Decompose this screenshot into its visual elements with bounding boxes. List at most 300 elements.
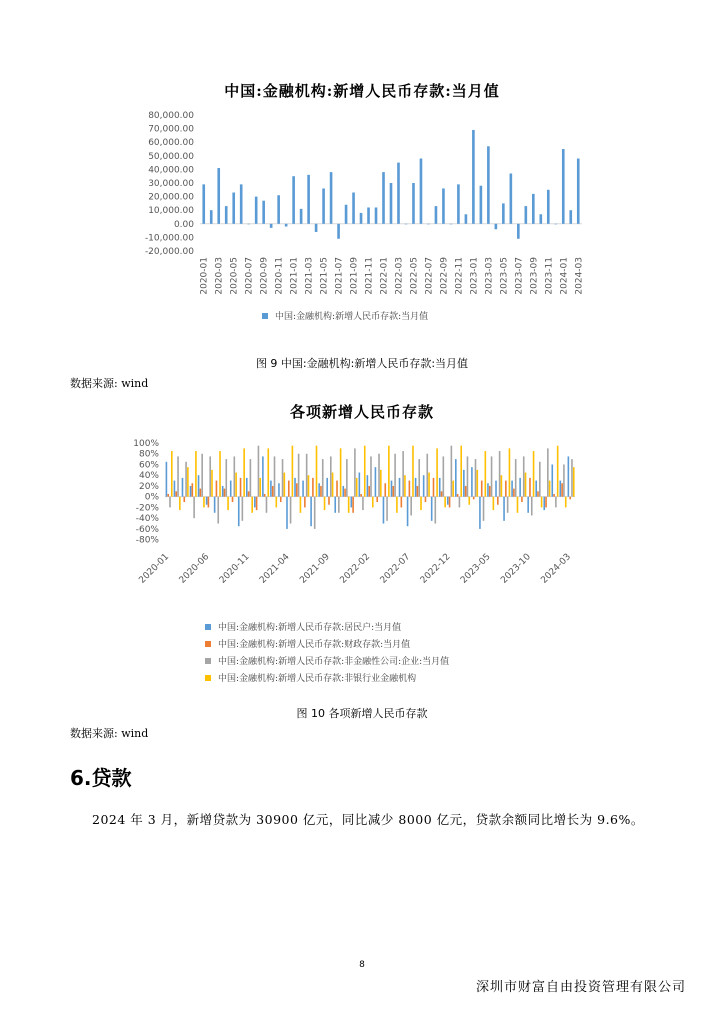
chart2-bar [362,497,364,510]
chart1-legend-label: 中国:金融机构:新增人民币存款:当月值 [275,312,429,322]
chart2-bar [240,478,242,497]
chart2-bar [225,459,227,497]
chart2-bar [571,459,573,497]
chart2-bar [346,459,348,497]
chart2-bar [386,497,388,521]
chart2-bar [441,491,443,496]
chart2-bar [525,473,527,497]
chart2-bar [267,448,269,496]
chart1-x-tick-label: 2024-01 [559,257,570,295]
chart2-bar [222,486,224,497]
chart2-bar [334,497,336,513]
chart1-x-tick-label: 2021-09 [349,257,360,295]
chart2-bar [216,481,218,497]
chart1-x-tick-label: 2021-05 [319,257,330,295]
chart2-bar [356,478,358,497]
chart1-legend [262,309,428,322]
chart2-bar [491,456,493,496]
chart2-bar [310,497,312,527]
chart2-bar [312,478,314,497]
chart1-x-tick-label: 2023-01 [469,257,480,295]
chart2-bar [360,494,362,497]
chart1-bar [300,209,303,224]
chart2-bar [535,481,537,497]
chart2-y-tick-label: 60% [138,460,159,471]
chart2-legend-label: 中国:金融机构:新增人民币存款:居民户:当月值 [218,623,402,633]
chart1-bar [442,188,445,223]
chart2-bar [425,497,427,502]
chart2-x-tick-label: 2021-09 [298,552,332,586]
chart2-bar [412,446,414,497]
chart1-bar [262,201,265,224]
chart1-x-tick-label: 2021-01 [289,257,300,295]
chart2-x-tick-label: 2023-10 [499,552,533,586]
chart2-bar [501,475,503,496]
chart2-bar [569,497,571,500]
figure-10-caption: 图 10 各项新增人民币存款 [296,707,428,720]
chart2-bar [517,497,519,513]
chart2-bar [433,478,435,497]
chart2-bar [302,481,304,497]
chart2-bar [471,467,473,497]
chart1-y-tick-label: 80,000.00 [148,111,194,121]
chart2-legend-item [205,620,401,633]
chart1-bar [502,203,505,223]
chart2-bar [354,448,356,496]
chart1-bar [390,183,393,224]
chart1-bar [554,224,557,225]
chart2-bar [306,454,308,497]
chart1-bar [577,159,580,224]
chart2-x-tick-label: 2024-03 [539,552,574,586]
chart2-bar [314,497,316,529]
chart1-bar [225,206,228,224]
chart2-bar [513,489,515,497]
chart2-x-tick-label: 2022-12 [418,552,453,586]
chart2-bar [274,456,276,496]
chart2-bar [449,497,451,508]
chart2-bar [352,497,354,513]
chart2-bar [401,497,403,508]
chart1-y-tick-label: 30,000.00 [148,179,194,189]
chart2-bar [376,497,378,502]
chart1-x-tick-label: 2020-09 [259,257,270,295]
chart2-bar [479,497,481,529]
chart2-bar [344,489,346,497]
chart1-bar [210,210,213,224]
chart1-y-tick-label: 10,000.00 [148,206,194,217]
chart1-y-tick-label: 0.00 [173,219,194,230]
chart1-bar [472,130,475,224]
chart1-bar [202,184,205,223]
chart2-bar [243,448,245,496]
chart2-bar [537,491,539,496]
chart2-bar [473,497,475,500]
chart2-bar [318,483,320,496]
chart2-bar [258,446,260,497]
chart2-bar [206,497,208,505]
chart1-x-tick-label: 2022-05 [409,257,420,295]
source-note-2: 数据来源: wind [70,727,149,740]
chart2-bar [527,497,529,513]
chart2-bar [465,486,467,497]
chart1-bar [322,188,325,223]
chart2-bar [368,486,370,497]
chart2-bar [254,497,256,508]
chart2-x-tick-label: 2020-11 [217,552,252,586]
chart2-bar [509,448,511,496]
chart1-x-tick-label: 2024-03 [574,257,585,295]
chart1-plot [0,105,724,305]
chart2-bar [169,497,171,508]
chart2-bar [533,451,535,497]
company-footer: 深圳市财富自由投资管理有限公司 [475,980,686,995]
chart1-y-tick-label: 70,000.00 [148,124,194,135]
chart1-x-tick-label: 2020-05 [229,257,240,295]
chart2-bar [415,478,417,497]
chart2-bar [262,456,264,496]
chart2-y-tick-label: -80% [135,535,159,546]
chart2-bar [557,446,559,497]
chart2-bar [211,470,213,497]
chart2-bar [561,483,563,496]
chart2-bar [467,456,469,496]
chart2-bar [270,481,272,497]
chart2-bar [230,481,232,497]
chart1-bar [255,197,258,224]
chart2-bar [288,481,290,497]
chart2-bar [378,454,380,497]
chart2-y-tick-label: 20% [138,481,159,492]
chart2-bar [423,475,425,496]
legend-swatch [262,313,268,319]
chart2-bar [539,462,541,497]
chart1-bar [517,224,520,239]
chart2-bar [192,483,194,496]
chart1-bar [427,224,430,225]
chart2-bar [495,481,497,497]
chart1-bar [487,146,490,224]
chart2-bar [455,459,457,497]
chart2-bar [489,486,491,497]
chart2-bar [372,497,374,508]
chart1-bar [307,175,310,224]
chart2-bar [359,473,361,497]
chart2-bar [549,481,551,497]
chart2-bar [439,478,441,497]
chart1-bar [352,193,355,224]
chart2-bar [238,497,240,527]
chart2-bar [417,486,419,497]
chart2-bar [565,497,567,508]
chart1-bar [562,149,565,224]
chart2-legend-label: 中国:金融机构:新增人民币存款:非金融性公司:企业:当月值 [218,657,450,667]
chart2-bar [250,459,252,497]
body-paragraph: 2024 年 3 月，新增贷款为 30900 亿元，同比减少 8000 亿元，贷款余额同比增长为 9.6%。 [92,812,644,827]
chart2-bar [443,456,445,496]
chart2-legend-item [205,654,449,667]
chart2-bar [326,478,328,497]
chart2-bar [234,456,236,496]
chart2-y-tick-label: 0% [144,492,159,503]
chart2-bar [316,446,318,497]
chart2-legend-item [205,637,410,650]
chart2-bar [418,459,420,497]
chart1-x-tick-label: 2020-01 [199,257,210,295]
chart2-y-tick-label: 100% [133,439,159,449]
chart1-bar [495,224,498,229]
chart2-bar [292,446,294,497]
chart2-plot [0,432,724,602]
chart2-bar [459,497,461,508]
chart1-x-tick-label: 2020-07 [244,257,255,295]
chart2-bar [278,483,280,496]
chart1-bar [247,224,250,225]
chart2-bar [235,473,237,497]
chart2-bar [195,451,197,497]
chart2-bar [182,478,184,497]
chart1-bar [465,214,468,224]
chart2-bar [264,494,266,497]
chart1-x-tick-label: 2021-07 [334,257,345,295]
chart1-x-tick-label: 2022-09 [439,257,450,295]
chart2-bar [394,454,396,497]
chart2-bar [551,464,553,496]
chart2-bar [399,478,401,497]
chart1-x-tick-label: 2022-07 [424,257,435,295]
chart1-bar [277,195,280,224]
chart2-bar [468,497,470,505]
chart2-bar [183,497,185,502]
chart2-bar [505,481,507,497]
chart2-bar [187,467,189,497]
chart2-bar [521,497,523,502]
chart2-y-tick-label: -60% [135,524,159,535]
chart1-title: 中国:金融机构:新增人民币存款:当月值 [224,82,500,100]
chart1-bar [525,206,528,224]
chart2-bar [296,483,298,496]
chart2-x-tick-label: 2023-05 [459,552,493,586]
chart2-bar [227,497,229,510]
chart2-bar [426,454,428,497]
chart2-bar [497,497,499,505]
chart2-bar [431,497,433,521]
chart1-bar [435,206,438,224]
chart1-x-tick-label: 2021-03 [304,257,315,295]
chart2-bar [282,459,284,497]
chart1-bar [345,205,348,224]
chart2-x-tick-label: 2022-02 [338,552,373,586]
chart2-bar [284,473,286,497]
chart1-x-tick-label: 2022-11 [454,257,465,295]
chart1-bar [397,163,400,224]
chart2-bar [493,497,495,510]
chart2-bar [483,497,485,521]
chart2-x-tick-label: 2020-01 [137,552,172,586]
chart1-bar [375,207,378,223]
chart2-bar [248,491,250,496]
chart2-bar [383,497,385,524]
chart1-bar [547,190,550,224]
chart2-bar [541,497,543,508]
chart2-x-tick-label: 2020-06 [177,552,212,586]
legend-swatch [205,641,211,647]
chart2-bar [451,446,453,497]
chart2-bar [370,456,372,496]
chart2-bar [503,497,505,521]
chart2-bar [515,459,517,497]
source-note-1: 数据来源: wind [70,377,149,390]
chart2-bar [519,478,521,497]
chart2-bar [251,497,253,513]
chart1-bar [217,168,220,224]
chart2-bar [298,454,300,497]
chart1-x-tick-label: 2022-03 [394,257,405,295]
chart1-y-tick-label: 60,000.00 [148,138,194,149]
chart2-bar [286,497,288,529]
chart2-bar [324,497,326,510]
chart2-bar [219,451,221,497]
chart2-bar [364,446,366,497]
chart1-y-tick-label: -20,000.00 [144,247,194,257]
chart2-bar [553,494,555,497]
section-heading: 6.贷款 [70,766,132,790]
chart1-bar [457,184,460,223]
chart2-bar [410,497,412,516]
chart1-bar [232,193,235,224]
chart2-bar [259,478,261,497]
chart2-bar [434,497,436,524]
chart1-x-tick-label: 2021-11 [364,257,375,295]
chart2-bar [475,459,477,497]
chart2-bar [367,475,369,496]
chart2-bar [507,497,509,513]
chart2-bar [485,451,487,497]
chart1-bar [532,194,535,224]
chart2-bar [543,497,545,510]
chart2-bar [322,459,324,497]
chart2-bar [336,481,338,497]
chart2-bar [177,456,179,496]
chart2-bar [392,486,394,497]
chart2-y-tick-label: 40% [138,471,159,482]
chart2-bar [568,456,570,496]
chart2-bar [463,470,465,497]
chart2-bar [545,497,547,508]
chart1-x-tick-label: 2023-09 [529,257,540,295]
chart2-bar [167,494,169,497]
chart2-bar [330,456,332,496]
legend-swatch [205,675,211,681]
chart2-bar [290,497,292,524]
chart2-bar [266,497,268,513]
chart2-bar [348,497,350,513]
chart2-bar [320,486,322,497]
chart2-legend-item [205,671,416,684]
chart2-bar [209,456,211,496]
chart1-bar [292,176,295,224]
chart2-bar [171,451,173,497]
chart1-bar [285,224,288,227]
chart2-bar [560,481,562,497]
chart2-bar [174,481,176,497]
chart1-bar [450,224,453,225]
chart2-bar [529,478,531,497]
chart1-bar [405,224,408,225]
chart2-x-tick-label: 2021-04 [258,552,292,586]
chart1-bar [240,184,243,223]
page-number: 8 [359,960,365,970]
chart2-bar [256,497,258,510]
chart2-bar [185,462,187,497]
chart2-bar [242,497,244,521]
chart2-bar [384,483,386,496]
chart2-legend-label: 中国:金融机构:新增人民币存款:非银行业金融机构 [218,674,417,684]
chart1-x-tick-label: 2023-05 [499,256,510,295]
chart1-bar [412,183,415,224]
chart2-bar [190,486,192,497]
legend-swatch [205,658,211,664]
chart1-bar [480,186,483,224]
chart2-bar [531,497,533,516]
chart2-bar [217,497,219,524]
chart2-bar [166,462,168,497]
chart1-x-tick-label: 2022-01 [379,257,390,295]
chart2-bar [391,481,393,497]
chart1-x-tick-label: 2023-11 [544,257,555,295]
chart1-bar [315,224,318,232]
chart2-bar [375,467,377,497]
chart2-bar [276,497,278,508]
chart2-bar [380,470,382,497]
chart1-x-tick-label: 2020-11 [274,257,285,295]
chart2-bar [404,475,406,496]
chart2-title: 各项新增人民币存款 [289,403,434,421]
chart1-bar [420,159,423,224]
chart2-bar [332,473,334,497]
chart1-y-tick-label: 50,000.00 [148,151,194,162]
chart2-bar [487,483,489,496]
chart1-bar [382,172,385,224]
chart2-y-tick-label: -20% [135,503,159,514]
chart2-bar [476,470,478,497]
chart2-y-tick-label: 80% [138,449,159,460]
chart2-bar [193,497,195,518]
chart1-x-tick-label: 2020-03 [214,257,225,295]
chart2-bar [420,497,422,510]
figure-9-caption: 图 9 中国:金融机构:新增人民币存款:当月值 [255,357,469,370]
chart2-bar [409,481,411,497]
chart2-bar [444,497,446,508]
chart2-bar [460,446,462,497]
chart2-bar [340,448,342,496]
chart1-x-tick-label: 2023-07 [514,257,525,295]
chart2-bar [294,478,296,497]
chart2-bar [272,486,274,497]
legend-swatch [205,624,211,630]
chart2-bar [203,497,205,508]
chart2-bar [304,497,306,508]
chart2-bar [407,497,409,527]
chart1-bar [330,172,333,224]
chart2-bar [280,497,282,502]
chart2-bar [573,467,575,497]
chart2-bar [198,475,200,496]
chart1-y-tick-label: 20,000.00 [148,192,194,203]
chart2-bar [200,489,202,497]
chart2-bar [402,451,404,497]
chart2-bar [175,491,177,496]
